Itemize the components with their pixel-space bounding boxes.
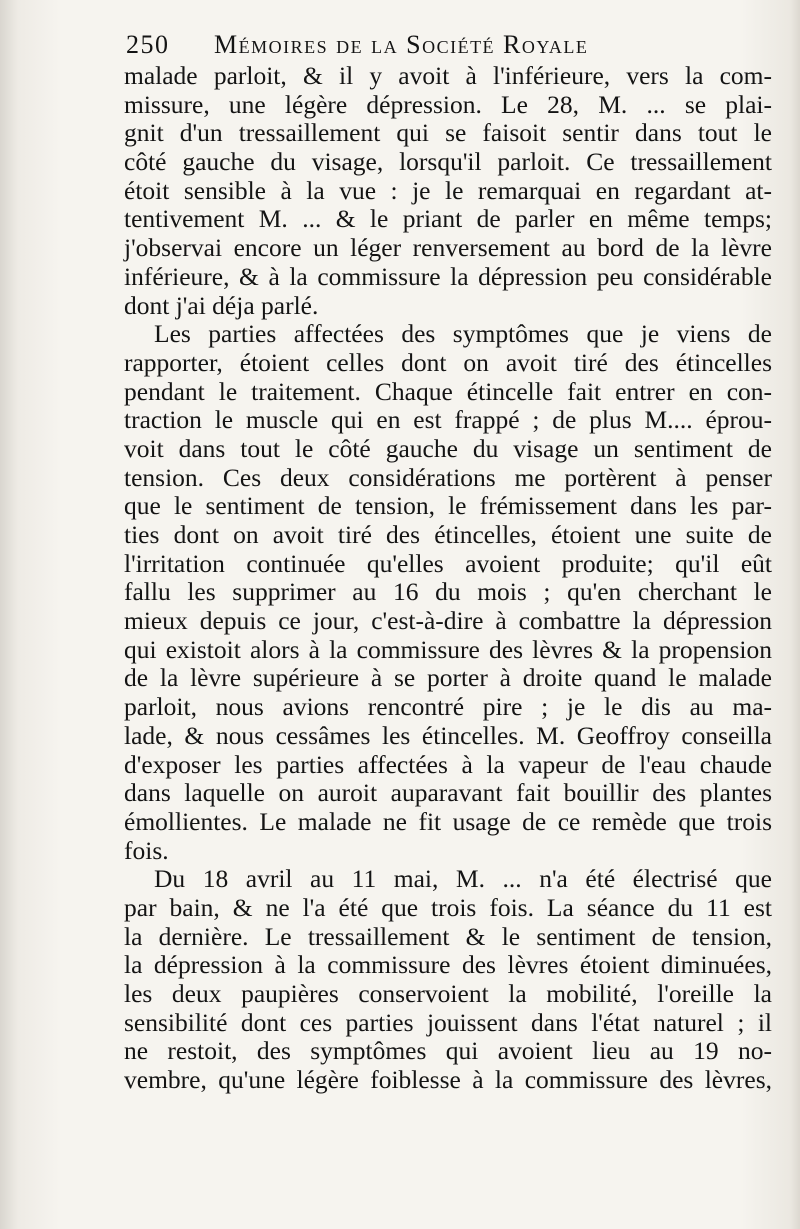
text-line: tentivement M. ... & le priant de parler en même temps; bbox=[124, 204, 772, 234]
text-line: la dernière. Le tressaillement & le sentiment de tension, bbox=[124, 921, 772, 951]
text-line: sensibilité dont ces parties jouissent dans l'état naturel ; il bbox=[124, 1007, 772, 1037]
text-line: étoit sensible à la vue : je le remarquai en regardant at- bbox=[124, 175, 772, 205]
running-head bbox=[126, 30, 706, 64]
text-line: voit dans tout le côté gauche du visage un sentiment de bbox=[124, 433, 772, 463]
text-line: gnit d'un tressaillement qui se faisoit sentir dans tout le bbox=[124, 118, 772, 148]
text-line: dont j'ai déja parlé. bbox=[124, 290, 319, 320]
text-line: côté gauche du visage, lorsqu'il parloit. Ce tressaillement bbox=[124, 147, 772, 177]
text-line: que le sentiment de tension, le frémissement dans les par- bbox=[124, 491, 772, 521]
text-line: l'irritation continuée qu'elles avoient produite; qu'il eût bbox=[124, 548, 772, 578]
text-line: inférieure, & à la commissure la dépression peu considérable bbox=[124, 261, 772, 291]
text-line: dans laquelle on auroit auparavant fait bouillir des plantes bbox=[124, 778, 772, 808]
text-line: par bain, & ne l'a été que trois fois. La séance du 11 est bbox=[124, 892, 772, 922]
text-line: ties dont on avoit tiré des étincelles, étoient une suite de bbox=[124, 520, 772, 549]
text-line: la dépression à la commissure des lèvres étoient diminuées, bbox=[124, 950, 772, 980]
running-head-title: Mémoires de la Société Royale bbox=[214, 30, 589, 59]
text-line: ne restoit, des symptômes qui avoient lieu au 19 no- bbox=[124, 1036, 772, 1066]
text-line: parloit, nous avions rencontré pire ; je le dis au ma- bbox=[124, 692, 772, 722]
text-line: tension. Ces deux considérations me portèrent à penser bbox=[124, 462, 772, 492]
text-line: de la lèvre supérieure à se porter à droite quand le malade bbox=[124, 663, 772, 693]
text-line: Du 18 avril au 11 mai, M. ... n'a été électrisé que bbox=[154, 864, 772, 894]
text-line: qui existoit alors à la commissure des lèvres & la propension bbox=[124, 634, 772, 664]
text-line: Les parties affectées des symptômes que je viens de bbox=[154, 319, 772, 349]
text-line: d'exposer les parties affectées à la vapeur de l'eau chaude bbox=[124, 749, 772, 779]
page-number: 250 bbox=[126, 30, 170, 59]
text-line: vembre, qu'une légère foiblesse à la commissure des lèvres, bbox=[124, 1065, 772, 1095]
text-line: malade parloit, & il y avoit à l'inférieure, vers la com- bbox=[124, 61, 772, 90]
text-line: missure, une légère dépression. Le 28, M. ... se plai- bbox=[124, 89, 772, 119]
text-line: j'observai encore un léger renversement au bord de la lèvre bbox=[124, 233, 772, 263]
text-line: traction le muscle qui en est frappé ; de plus M.... éprou- bbox=[124, 405, 772, 435]
text-line: mieux depuis ce jour, c'est-à-dire à combattre la dépression bbox=[124, 606, 772, 636]
text-line: lade, & nous cessâmes les étincelles. M. Geoffroy conseilla bbox=[124, 720, 772, 750]
text-line: rapporter, étoient celles dont on avoit tiré des étincelles bbox=[124, 347, 772, 377]
text-line: pendant le traitement. Chaque étincelle fait entrer en con- bbox=[124, 376, 772, 406]
body-text bbox=[124, 62, 772, 1095]
text-line: fois. bbox=[124, 835, 169, 865]
text-line: les deux paupières conservoient la mobilité, l'oreille la bbox=[124, 979, 772, 1008]
text-line: émollientes. Le malade ne fit usage de ce remède que trois bbox=[124, 806, 772, 836]
text-line: fallu les supprimer au 16 du mois ; qu'en cherchant le bbox=[124, 577, 772, 607]
